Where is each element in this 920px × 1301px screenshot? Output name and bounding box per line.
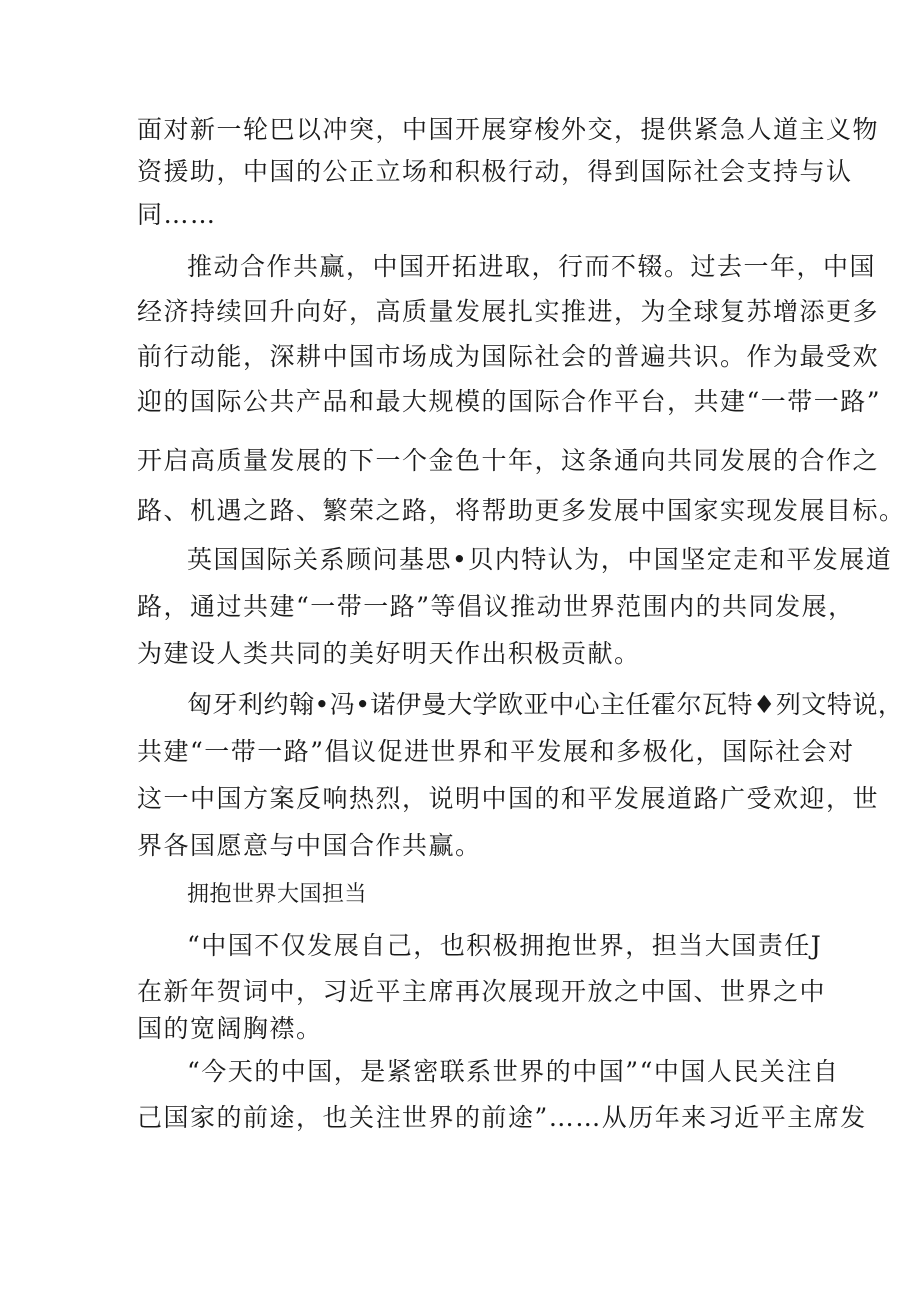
- text-line-19: 在新年贺词中，习近平主席再次展现开放之中国、世界之中: [137, 977, 827, 1006]
- paragraph-start-3: 匈牙利约翰•冯•诺伊曼大学欧亚中心主任霍尔瓦特♦列文特说，: [187, 690, 904, 719]
- paragraph-start-5: “今天的中国，是紧密联系世界的中国”“中国人民关注自: [187, 1057, 840, 1086]
- text-line-6: 前行动能，深耕中国市场成为国际社会的普遍共识。作为最受欢: [137, 342, 880, 371]
- paragraph-start-4: “中国不仅发展自己，也积极拥抱世界，担当大国责任J: [187, 931, 823, 960]
- text-line-15: 这一中国方案反响热烈，说明中国的和平发展道路广受欢迎，世: [137, 784, 880, 813]
- text-line-3: 同……: [137, 200, 217, 229]
- text-line-9: 路、机遇之路、繁荣之路，将帮助更多发展中国家实现发展目标。: [137, 496, 906, 525]
- text-line-11: 路，通过共建“一带一路”等倡议推动世界范围内的共同发展，: [137, 592, 855, 621]
- text-line-14: 共建“一带一路”倡议促进世界和平发展和多极化，国际社会对: [137, 737, 855, 766]
- text-line-5: 经济持续回升向好，高质量发展扎实推进，为全球复苏增添更多: [137, 297, 880, 326]
- text-line-20: 国的宽阔胸襟。: [137, 1014, 323, 1043]
- text-line-8: 开启高质量发展的下一个金色十年，这条通向共同发展的合作之: [137, 446, 880, 475]
- text-line-7: 迎的国际公共产品和最大规模的国际合作平台，共建“一带一路”: [137, 387, 882, 416]
- paragraph-start-2: 英国国际关系顾问基思•贝内特认为，中国坚定走和平发展道: [187, 545, 893, 574]
- text-line-12: 为建设人类共同的美好明天作出积极贡献。: [137, 639, 641, 668]
- text-line-1: 面对新一轮巴以冲突，中国开展穿梭外交，提供紧急人道主义物: [137, 115, 880, 144]
- text-line-22: 己国家的前途，也关注世界的前途”……从历年来习近平主席发: [137, 1103, 867, 1132]
- section-heading: 拥抱世界大国担当: [187, 882, 368, 907]
- text-line-16: 界各国愿意与中国合作共赢。: [137, 831, 482, 860]
- text-line-2: 资援助，中国的公正立场和积极行动，得到国际社会支持与认: [137, 157, 853, 186]
- paragraph-start-1: 推动合作共赢，中国开拓进取，行而不辍。过去一年，中国: [187, 252, 877, 281]
